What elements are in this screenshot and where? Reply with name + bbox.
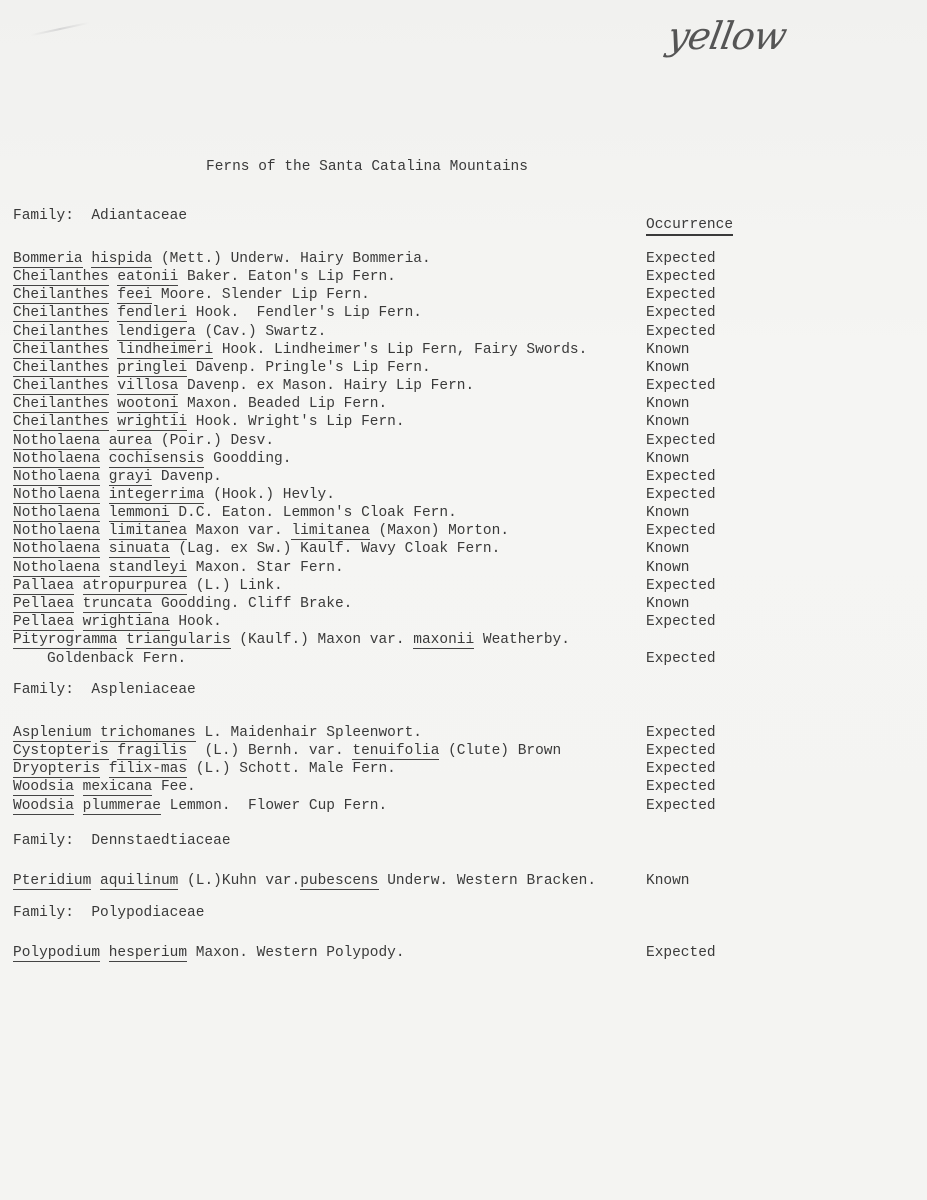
authority-common-name: Davenp. xyxy=(152,468,222,485)
species-row xyxy=(13,760,913,778)
occurrence-value: Known xyxy=(646,595,690,612)
species-row xyxy=(13,724,913,742)
authority-common-name: Maxon. Western Polypody. xyxy=(187,945,405,961)
family-heading: Family: Adiantaceae xyxy=(13,208,188,224)
occurrence-value: Known xyxy=(646,559,690,576)
epithet: pringlei xyxy=(117,359,188,376)
epithet: lindheimeri xyxy=(117,341,214,358)
authority-common-name: Hook. xyxy=(169,614,222,630)
authority-common-name: (L.)Kuhn var. xyxy=(178,873,301,889)
species-name xyxy=(13,468,222,486)
genus: Cheilanthes xyxy=(13,378,109,395)
epithet: villosa xyxy=(117,378,179,395)
species-name xyxy=(13,504,457,522)
epithet: wrightii xyxy=(117,414,188,431)
species-name xyxy=(13,631,570,649)
authority-common-name: Maxon var. xyxy=(187,523,292,540)
epithet: wrightiana xyxy=(82,614,170,630)
authority-common-name: Maxon. Beaded Lip Fern. xyxy=(178,396,388,413)
species-name xyxy=(13,522,509,540)
species-row xyxy=(13,595,913,613)
occurrence-value: Expected xyxy=(646,251,716,267)
species-name xyxy=(13,760,396,778)
genus: Notholaena xyxy=(13,468,101,485)
family-heading: Family: Aspleniaceae xyxy=(13,682,196,698)
occurrence-value: Expected xyxy=(646,650,716,667)
species-row xyxy=(13,504,913,522)
occurrence-value: Known xyxy=(646,873,690,889)
occurrence-value: Expected xyxy=(646,432,716,449)
authority-common-name: (Lag. ex Sw.) Kaulf. Wavy Cloak Fern. xyxy=(169,541,501,558)
authority-common-name: Davenp. Pringle's Lip Fern. xyxy=(187,359,431,376)
handwritten-note: yellow xyxy=(664,14,790,58)
occurrence-value: Expected xyxy=(646,797,716,814)
species-row-continuation xyxy=(13,650,913,668)
species-row xyxy=(13,797,913,815)
occurrence-value: Known xyxy=(646,505,690,522)
species-name xyxy=(13,872,596,890)
authority-common-name: D.C. Eaton. Lemmon's Cloak Fern. xyxy=(169,505,457,522)
species-name xyxy=(13,595,352,613)
occurrence-value: Expected xyxy=(646,486,716,503)
genus: Pellaea xyxy=(13,614,74,630)
genus: Cystopteris xyxy=(13,743,109,760)
epithet: triangularis xyxy=(126,632,231,649)
genus: Cheilanthes xyxy=(13,323,109,340)
species-name xyxy=(13,559,344,577)
authority-common-name: Lemmon. Flower Cup Fern. xyxy=(160,797,388,814)
species-row xyxy=(13,577,913,595)
occurrence-value: Expected xyxy=(646,378,716,395)
genus: Cheilanthes xyxy=(13,269,109,286)
species-row xyxy=(13,486,913,504)
species-row xyxy=(13,778,913,796)
occurrence-value: Known xyxy=(646,359,690,376)
epithet: standleyi xyxy=(108,559,188,576)
variety: maxonii xyxy=(413,632,475,649)
epithet: mexicana xyxy=(82,779,153,796)
species-row xyxy=(13,522,913,540)
species-row xyxy=(13,742,913,760)
epithet: atropurpurea xyxy=(82,577,188,594)
species-name xyxy=(13,778,196,796)
authority-common-name: (Cav.) Swartz. xyxy=(195,323,327,340)
authority-common-name: Moore. Slender Lip Fern. xyxy=(152,287,370,304)
epithet: lemmoni xyxy=(108,505,170,522)
species-row xyxy=(13,341,913,359)
species-name xyxy=(13,613,222,631)
epithet: trichomanes xyxy=(100,725,196,741)
genus: Pellaea xyxy=(13,595,74,612)
occurrence-value: Expected xyxy=(646,761,716,778)
paper-crease xyxy=(30,22,89,36)
authority-common-name: Hook. Lindheimer's Lip Fern, Fairy Swords. xyxy=(213,341,588,358)
species-row xyxy=(13,268,913,286)
occurrence-value: Expected xyxy=(646,614,716,630)
species-row xyxy=(13,468,913,486)
genus: Notholaena xyxy=(13,559,101,576)
family-heading: Family: Polypodiaceae xyxy=(13,905,205,921)
genus: Cheilanthes xyxy=(13,359,109,376)
epithet: integerrima xyxy=(108,486,205,503)
variety-authority: (Clute) Brown xyxy=(439,743,562,760)
document-title: Ferns of the Santa Catalina Mountains xyxy=(206,159,528,175)
species-name xyxy=(13,250,431,268)
authority-common-name: Davenp. ex Mason. Hairy Lip Fern. xyxy=(178,378,475,395)
species-name xyxy=(13,724,422,742)
epithet: feei xyxy=(117,287,153,304)
species-row xyxy=(13,944,913,962)
authority-common-name: (L.) Schott. Male Fern. xyxy=(187,761,396,778)
epithet: limitanea xyxy=(108,523,188,540)
occurrence-value: Expected xyxy=(646,945,716,961)
species-name xyxy=(13,359,431,377)
species-row xyxy=(13,631,913,649)
species-name xyxy=(13,432,274,450)
species-name xyxy=(13,395,387,413)
species-name xyxy=(13,286,370,304)
species-row xyxy=(13,450,913,468)
species-row xyxy=(13,395,913,413)
genus: Cheilanthes xyxy=(13,287,109,304)
authority-common-name: Fee. xyxy=(152,779,196,796)
occurrence-value: Expected xyxy=(646,743,716,760)
genus: Cheilanthes xyxy=(13,305,109,322)
genus: Woodsia xyxy=(13,797,74,814)
epithet: eatonii xyxy=(117,269,179,286)
occurrence-value: Known xyxy=(646,450,690,467)
species-row xyxy=(13,250,913,268)
species-name xyxy=(13,742,561,760)
epithet: fragilis xyxy=(117,743,188,760)
authority-common-name: Hook. Wright's Lip Fern. xyxy=(187,414,405,431)
genus: Polypodium xyxy=(13,945,101,961)
genus: Cheilanthes xyxy=(13,414,109,431)
authority-common-name: (Poir.) Desv. xyxy=(152,432,275,449)
variety-authority: (Maxon) Morton. xyxy=(369,523,510,540)
genus: Bommeria xyxy=(13,251,83,267)
genus: Notholaena xyxy=(13,541,101,558)
genus: Cheilanthes xyxy=(13,341,109,358)
family-heading: Family: Dennstaedtiaceae xyxy=(13,833,231,849)
epithet: cochisensis xyxy=(108,450,205,467)
genus: Cheilanthes xyxy=(13,396,109,413)
occurrence-value: Expected xyxy=(646,287,716,304)
species-row xyxy=(13,413,913,431)
occurrence-value: Expected xyxy=(646,779,716,796)
epithet: wootoni xyxy=(117,396,179,413)
species-name xyxy=(13,341,587,359)
species-row xyxy=(13,872,913,890)
genus: Notholaena xyxy=(13,432,101,449)
species-name xyxy=(13,450,291,468)
variety: limitanea xyxy=(291,523,370,540)
epithet: filix-mas xyxy=(108,761,188,778)
species-row xyxy=(13,323,913,341)
species-name xyxy=(13,268,396,286)
variety: tenuifolia xyxy=(352,743,440,760)
occurrence-value: Known xyxy=(646,541,690,558)
species-row xyxy=(13,359,913,377)
epithet: hesperium xyxy=(108,945,188,961)
occurrence-value: Expected xyxy=(646,323,716,340)
species-name xyxy=(13,797,387,815)
genus: Asplenium xyxy=(13,725,92,741)
species-name xyxy=(13,413,405,431)
epithet: plummerae xyxy=(82,797,161,814)
common-name-continuation: Goldenback Fern. xyxy=(47,650,187,667)
authority-common-name: (L.) Link. xyxy=(187,577,283,594)
occurrence-value: Known xyxy=(646,341,690,358)
variety-authority: Underw. Western Bracken. xyxy=(378,873,597,889)
authority-common-name: (Mett.) Underw. Hairy Bommeria. xyxy=(152,251,431,267)
occurrence-value: Known xyxy=(646,414,690,431)
occurrence-column-header: Occurrence xyxy=(646,216,733,236)
species-row xyxy=(13,432,913,450)
authority-common-name: Baker. Eaton's Lip Fern. xyxy=(178,269,396,286)
genus: Woodsia xyxy=(13,779,74,796)
authority-common-name: Goodding. Cliff Brake. xyxy=(152,595,353,612)
species-name xyxy=(13,304,422,322)
species-row xyxy=(13,540,913,558)
species-name xyxy=(13,540,500,558)
species-name xyxy=(13,377,474,395)
epithet: truncata xyxy=(82,595,153,612)
epithet: fendleri xyxy=(117,305,188,322)
authority-common-name: Hook. Fendler's Lip Fern. xyxy=(187,305,422,322)
variety-authority: Weatherby. xyxy=(474,632,570,649)
authority-common-name: (Hook.) Hevly. xyxy=(204,486,335,503)
occurrence-value: Expected xyxy=(646,725,716,741)
genus: Notholaena xyxy=(13,505,101,522)
species-row xyxy=(13,304,913,322)
species-name xyxy=(13,323,326,341)
epithet: aurea xyxy=(108,432,153,449)
epithet: sinuata xyxy=(108,541,170,558)
epithet: aquilinum xyxy=(100,873,179,889)
genus: Pityrogramma xyxy=(13,632,118,649)
genus: Pteridium xyxy=(13,873,92,889)
authority-common-name: Maxon. Star Fern. xyxy=(187,559,344,576)
species-name xyxy=(13,486,335,504)
occurrence-value: Expected xyxy=(646,523,716,540)
genus: Notholaena xyxy=(13,450,101,467)
authority-common-name: (L.) Bernh. var. xyxy=(187,743,353,760)
authority-common-name: L. Maidenhair Spleenwort. xyxy=(195,725,422,741)
occurrence-value: Expected xyxy=(646,269,716,286)
authority-common-name: Goodding. xyxy=(204,450,292,467)
species-row xyxy=(13,377,913,395)
epithet: hispida xyxy=(91,251,153,267)
species-row xyxy=(13,286,913,304)
occurrence-value: Expected xyxy=(646,468,716,485)
species-row xyxy=(13,613,913,631)
epithet: grayi xyxy=(108,468,153,485)
occurrence-value: Expected xyxy=(646,577,716,594)
genus: Notholaena xyxy=(13,523,101,540)
authority-common-name: (Kaulf.) Maxon var. xyxy=(230,632,414,649)
species-name xyxy=(13,577,283,595)
genus: Notholaena xyxy=(13,486,101,503)
genus: Dryopteris xyxy=(13,761,101,778)
species-row xyxy=(13,559,913,577)
occurrence-value: Known xyxy=(646,396,690,413)
variety: pubescens xyxy=(300,873,379,889)
epithet: lendigera xyxy=(117,323,196,340)
species-name xyxy=(13,944,405,962)
genus: Pallaea xyxy=(13,577,74,594)
occurrence-value: Expected xyxy=(646,305,716,322)
